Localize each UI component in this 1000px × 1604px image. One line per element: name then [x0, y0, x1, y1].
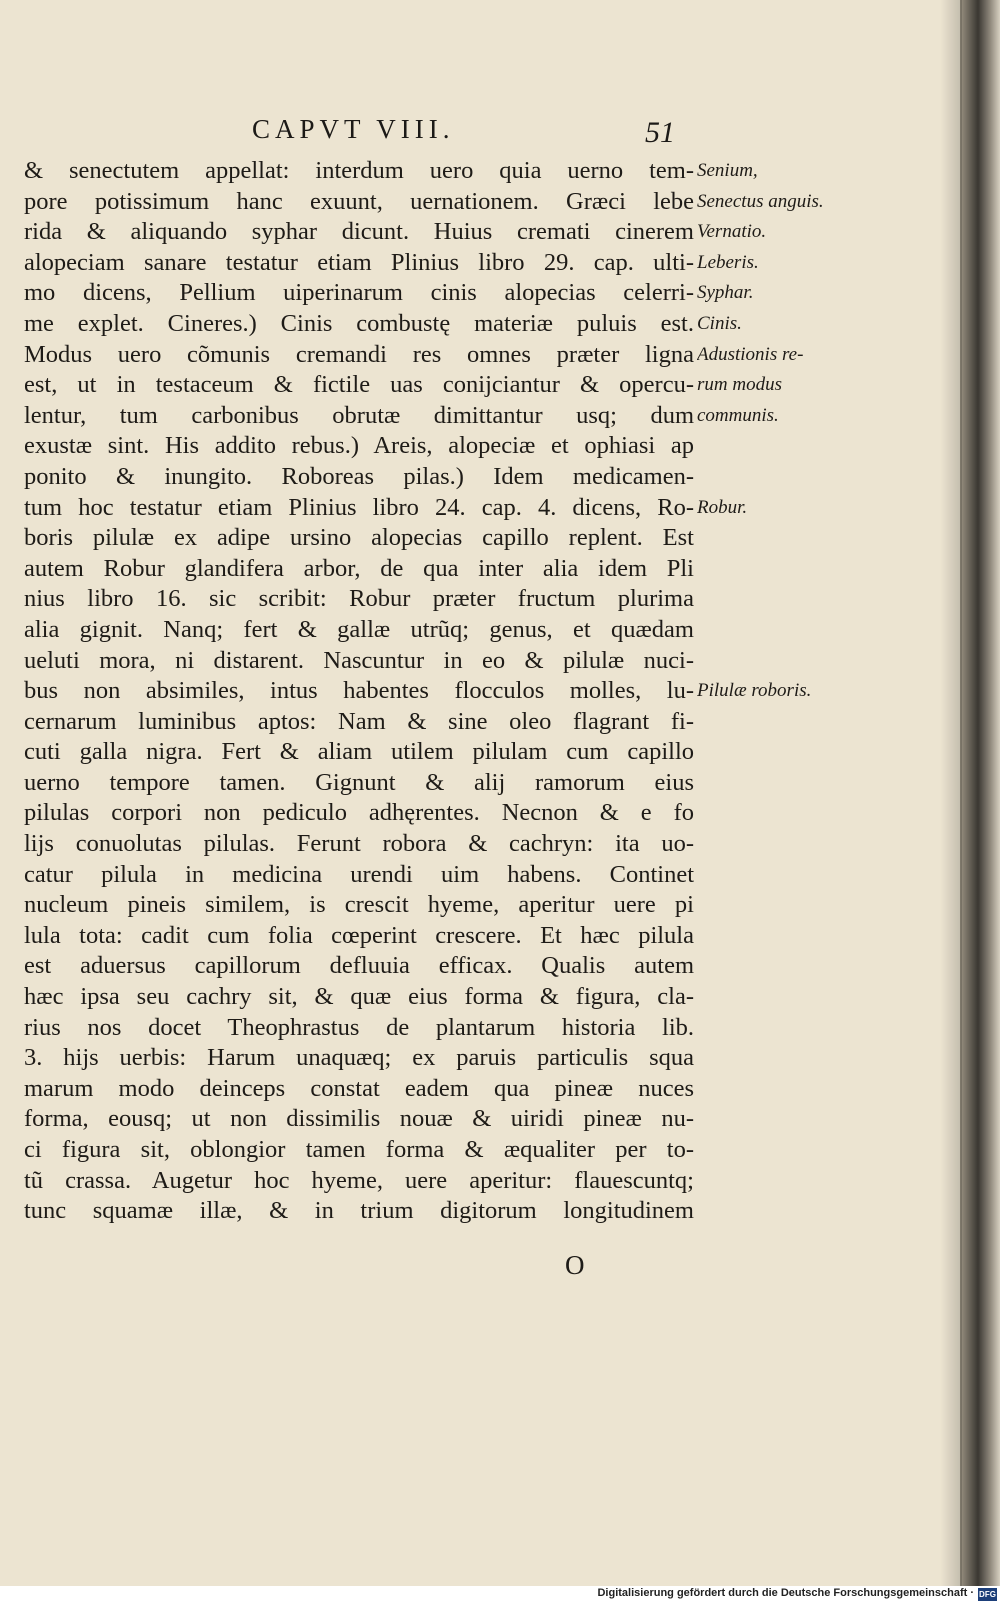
- text-line: & senectutem appellat: interdum uero quia uerno tem-: [24, 157, 694, 184]
- text-line: ueluti mora, ni distarent. Nascuntur in eo & pilulæ nuci-: [24, 646, 694, 674]
- page-header: [0, 114, 960, 154]
- text-line: cuti galla nigra. Fert & aliam utilem pilulam cum capillo: [24, 738, 694, 766]
- text-line: bus non absimiles, intus habentes flocculos molles, lu-: [24, 677, 694, 705]
- margin-note: [697, 431, 945, 462]
- page-number: 51: [645, 116, 675, 149]
- margin-note: [697, 646, 945, 677]
- body-text: [24, 156, 694, 1227]
- text-line: nucleum pineis similem, is crescit hyeme, aperitur uere pi: [24, 891, 694, 919]
- text-line: me explet. Cineres.) Cinis combustę materiæ puluis est.: [24, 309, 694, 337]
- book-edge: [960, 0, 1000, 1586]
- margin-note: [697, 584, 945, 615]
- text-line: lijs conuolutas pilulas. Ferunt robora & cachryn: ita uo-: [24, 830, 694, 858]
- text-line: tum hoc testatur etiam Plinius libro 24. cap. 4. dicens, Ro-: [24, 493, 694, 521]
- text-line: 3. hijs uerbis: Harum unaquæq; ex paruis particulis squa: [24, 1044, 694, 1072]
- margin-note: Vernatio.: [697, 221, 767, 243]
- margin-notes: [697, 156, 945, 707]
- footer-bar: [0, 1586, 1000, 1604]
- signature-mark: O: [565, 1250, 585, 1280]
- margin-note: Senium,: [697, 160, 758, 181]
- text-line: ponito & inungito. Roboreas pilas.) Idem medicamen-: [24, 462, 694, 490]
- text-line: autem Robur glandifera arbor, de qua inter alia idem Pli: [24, 554, 694, 582]
- text-line: catur pilula in medicina urendi uim habens. Continet: [24, 860, 694, 888]
- text-line: rius nos docet Theophrastus de plantarum historia lib.: [24, 1013, 694, 1041]
- text-line: lula tota: cadit cum folia cœperint crescere. Et hæc pilula: [24, 921, 694, 949]
- text-line: hæc ipsa seu cachry sit, & quæ eius forma & figura, cla-: [24, 983, 694, 1011]
- margin-note: Cinis.: [697, 312, 742, 334]
- text-line: rida & aliquando syphar dicunt. Huius cremati cinerem: [24, 218, 694, 246]
- margin-note: Adustionis re-: [697, 343, 804, 365]
- margin-note: [697, 554, 945, 585]
- margin-note: Syphar.: [697, 282, 754, 304]
- text-line: nius libro 16. sic scribit: Robur præter fructum plurima: [24, 585, 694, 613]
- text-line: pilulas corpori non pediculo adhęrentes. Necnon & e fo: [24, 799, 694, 827]
- running-title: CAPVT VIII.: [252, 114, 455, 144]
- text-line: ci figura sit, oblongior tamen forma & æqualiter per to-: [24, 1136, 694, 1163]
- margin-note: Pilulæ roboris.: [697, 680, 812, 702]
- dfg-logo: DFG: [979, 1590, 996, 1599]
- margin-note: rum modus: [697, 374, 782, 396]
- text-line: boris pilulæ ex adipe ursino alopecias capillo replent. Est: [24, 524, 694, 552]
- text-line: est, ut in testaceum & fictile uas conijciantur & opercu-: [24, 371, 694, 399]
- text-line: tunc squamæ illæ, & in trium digitorum longitudinem: [24, 1197, 694, 1225]
- margin-note: Leberis.: [697, 251, 759, 273]
- text-line: alia gignit. Nanq; fert & gallæ utrũq; genus, et quædam: [24, 615, 694, 643]
- margin-note: [697, 523, 945, 554]
- margin-note: Senectus anguis.: [697, 190, 824, 212]
- text-line: lentur, tum carbonibus obrutæ dimittantur usq; dum: [24, 401, 694, 429]
- text-line: exustæ sint. His addito rebus.) Areis, alopeciæ et ophiasi ap: [24, 432, 694, 460]
- margin-note: communis.: [697, 404, 779, 426]
- text-line: alopeciam sanare testatur etiam Plinius libro 29. cap. ulti-: [24, 248, 694, 276]
- text-line: pore potissimum hanc exuunt, uernationem. Græci lebe: [24, 187, 694, 215]
- margin-note: [697, 615, 945, 646]
- text-line: Modus uero cõmunis cremandi res omnes præter ligna: [24, 340, 694, 368]
- text-line: est aduersus capillorum defluuia efficax. Qualis autem: [24, 952, 694, 980]
- footer-credit: Digitalisierung gefördert durch die Deutsche Forschungsgemeinschaft ·: [597, 1587, 974, 1599]
- text-line: mo dicens, Pellium uiperinarum cinis alopecias celerri-: [24, 279, 694, 307]
- text-line: tũ crassa. Augetur hoc hyeme, uere aperitur: flauescuntq;: [24, 1166, 694, 1194]
- text-line: uerno tempore tamen. Gignunt & alij ramorum eius: [24, 768, 694, 796]
- text-line: marum modo deinceps constat eadem qua pineæ nuces: [24, 1074, 694, 1102]
- text-line: forma, eousq; ut non dissimilis nouæ & uiridi pineæ nu-: [24, 1105, 694, 1133]
- margin-note: [697, 462, 945, 493]
- text-line: cernarum luminibus aptos: Nam & sine oleo flagrant fi-: [24, 707, 694, 735]
- margin-note: Robur.: [697, 496, 748, 518]
